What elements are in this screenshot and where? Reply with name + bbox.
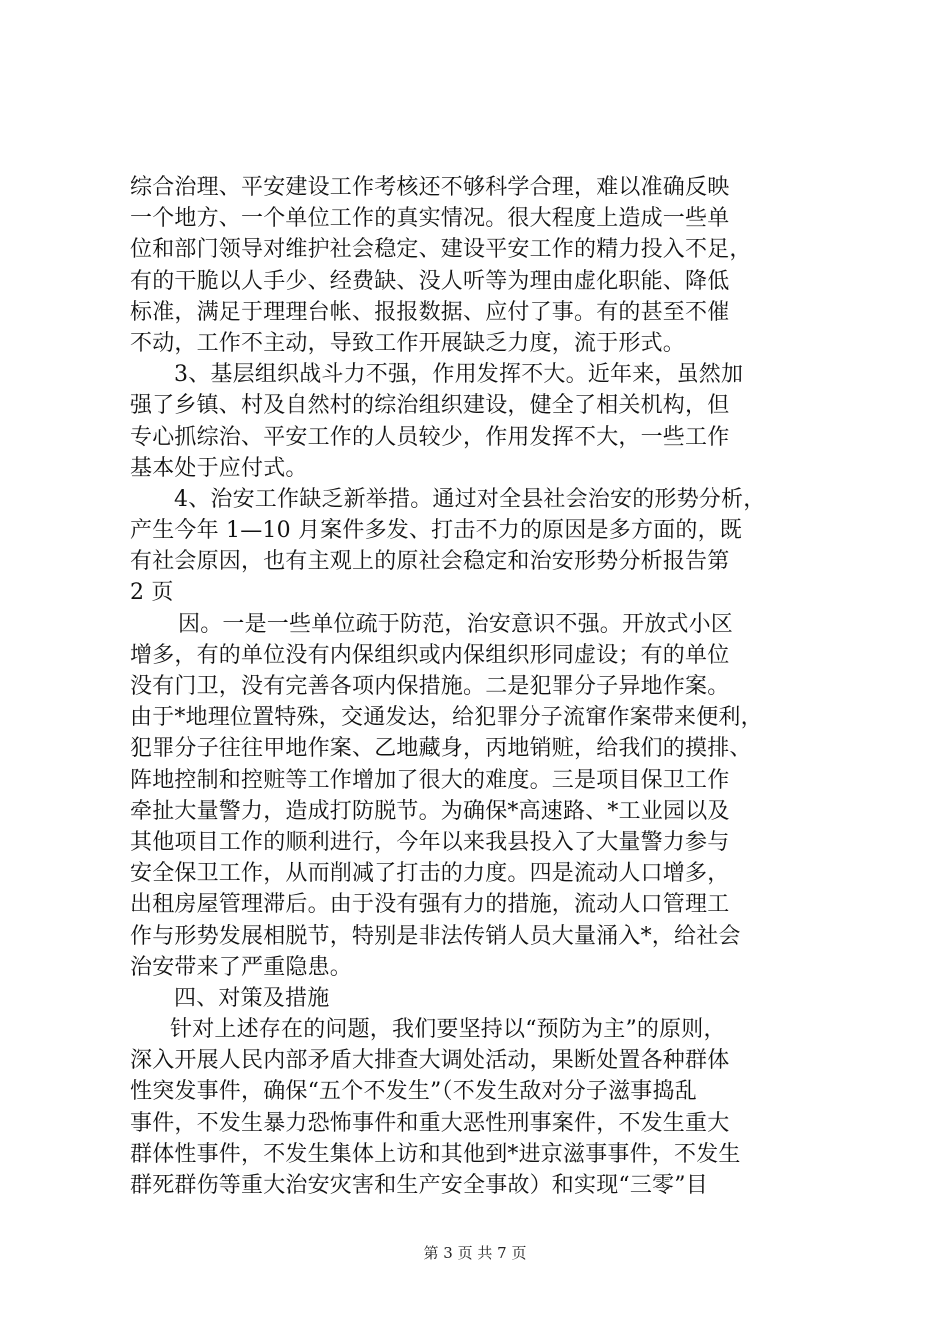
- text-line: 产生今年 1—10 月案件多发、打击不力的原因是多方面的，既: [130, 518, 742, 544]
- text-line: 出租房屋管理滞后。由于没有强有力的措施，流动人口管理工: [130, 892, 730, 918]
- document-body: [130, 172, 830, 1201]
- text-line: 其他项目工作的顺利进行，今年以来我县投入了大量警力参与: [130, 829, 730, 855]
- text-line: 群体性事件，不发生集体上访和其他到*进京滋事事件，不发生: [130, 1141, 741, 1167]
- text-line: 牵扯大量警力，造成打防脱节。为确保*高速路、*工业园以及: [130, 798, 730, 824]
- text-line: 犯罪分子往往甲地作案、乙地藏身，丙地销赃，给我们的摸排、: [130, 736, 752, 762]
- page-reference-line: 2 页: [130, 580, 174, 606]
- text-line: 治安带来了严重隐患。: [130, 954, 353, 980]
- text-line: 综合治理、平安建设工作考核还不够科学合理，难以准确反映: [130, 175, 730, 200]
- text-line: 标准，满足于理理台帐、报报数据、应付了事。有的甚至不催: [130, 299, 730, 325]
- text-line: 群死群伤等重大治安灾害和生产安全事故）和实现“三零”目: [130, 1173, 708, 1198]
- page-footer: 第 3 页 共 7 页: [423, 1244, 527, 1262]
- text-line: 位和部门领导对维护社会稳定、建设平安工作的精力投入不足，: [130, 237, 752, 263]
- text-line: 安全保卫工作，从而削减了打击的力度。四是流动人口增多，: [130, 861, 730, 887]
- text-line: 阵地控制和控赃等工作增加了很大的难度。三是项目保卫工作: [130, 767, 730, 793]
- text-line: 性突发事件，确保“五个不发生”（不发生敌对分子滋事捣乱: [130, 1079, 697, 1105]
- section-heading: 四、对策及措施: [174, 985, 330, 1011]
- text-line: 深入开展人民内部矛盾大排查大调处活动，果断处置各种群体: [130, 1048, 730, 1074]
- text-line: 有社会原因，也有主观上的原社会稳定和治安形势分析报告第: [130, 549, 730, 575]
- text-line: 作与形势发展相脱节，特别是非法传销人员大量涌入*，给社会: [130, 923, 741, 949]
- text-line: 基本处于应付式。: [130, 455, 308, 481]
- text-line: 专心抓综治、平安工作的人员较少，作用发挥不大，一些工作: [130, 424, 730, 450]
- text-line: 有的干脆以人手少、经费缺、没人听等为理由虚化职能、降低: [130, 268, 730, 294]
- text-line: 由于*地理位置特殊，交通发达，给犯罪分子流窜作案带来便利，: [130, 705, 763, 731]
- paragraph-start-line: 针对上述存在的问题，我们要坚持以“预防为主”的原则，: [170, 1017, 726, 1043]
- text-line: 没有门卫，没有完善各项内保措施。二是犯罪分子异地作案。: [130, 674, 730, 699]
- text-line: 增多，有的单位没有内保组织或内保组织形同虚设；有的单位: [130, 642, 730, 668]
- text-line: 强了乡镇、村及自然村的综治组织建设，健全了相关机构，但: [130, 393, 730, 419]
- paragraph-start-line: 3、基层组织战斗力不强，作用发挥不大。近年来，虽然加: [174, 362, 744, 388]
- text-line: 事件，不发生暴力恐怖事件和重大恶性刑事案件，不发生重大: [130, 1110, 730, 1136]
- text-line: 不动，工作不主动，导致工作开展缺乏力度，流于形式。: [130, 330, 686, 356]
- text-line: 一个地方、一个单位工作的真实情况。很大程度上造成一些单: [130, 206, 730, 232]
- paragraph-start-line: 因。一是一些单位疏于防范，治安意识不强。开放式小区: [178, 611, 734, 637]
- paragraph-start-line: 4、治安工作缺乏新举措。通过对全县社会治安的形势分析，: [174, 486, 766, 512]
